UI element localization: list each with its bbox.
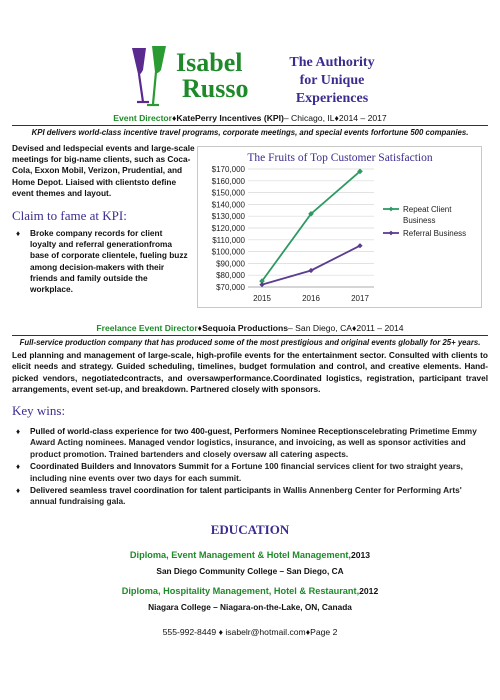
degree-year: 2013 (350, 550, 371, 560)
diamond-icon: ♦ (352, 323, 357, 333)
job-company: Sequoia Productions (202, 323, 289, 333)
legend-label: Referral Business (403, 229, 467, 238)
list-item (30, 426, 488, 460)
achievement-bullet: ♦ Broke company records for client loyalty and referral generationfroma base of corporate clientele, fueling buzz among decision-makers with their friends and family outside the workplace. (30, 228, 190, 295)
school: San Diego Community College – San Diego, CA (156, 566, 344, 576)
email-address: isabelr@hotmail.com (225, 627, 306, 637)
y-tick-label: $170,000 (211, 165, 245, 174)
key-wins-list (30, 426, 488, 509)
y-tick-label: $70,000 (216, 283, 245, 292)
job-description: Devised and ledspecial events and large-scale meetings for big-name clients, such as Coca-Cola, Exxon Mobil, Verizon, Prudential, and Home Depot. Liaised with clientsto define event themes and layout. (12, 143, 195, 198)
resume-header (128, 44, 428, 114)
y-tick-label: $110,000 (212, 235, 245, 245)
y-tick-label: $80,000 (216, 271, 245, 281)
school: Niagara College – Niagara-on-the-Lake, ON, Canada (148, 602, 352, 612)
job-role: Event Director (113, 113, 173, 123)
win-text: celebrating Primetime Emmy Award Acting nominees. Managed vendor logistics, insurance, and invoicing, as well as sponsor activities and product promotion. Trained bartenders and closely oversaw all catering aspects. (30, 426, 477, 459)
diamond-icon: ♦ (197, 323, 203, 333)
job-heading (0, 323, 500, 333)
job-heading (0, 113, 500, 123)
legend-label: Repeat Client (403, 205, 452, 214)
job-dates: 2011 – 2014 (356, 323, 404, 333)
y-tick-label: $130,000 (211, 212, 245, 222)
education-item (0, 545, 500, 576)
win-highlight: Pulled of world-class experience for two 400-guest, Performers Nominee Receptions (30, 426, 363, 436)
first-name: Isabel (176, 48, 243, 77)
job-role: Freelance Event Director (96, 323, 198, 333)
diamond-icon: ♦ (334, 113, 339, 123)
education-heading: EDUCATION (210, 522, 290, 537)
diamond-icon: ♦ (305, 627, 311, 637)
legend-marker (389, 207, 394, 212)
section-divider (12, 125, 488, 126)
satisfaction-chart (197, 146, 482, 308)
y-tick-label: $140,000 (211, 200, 245, 210)
y-tick-label: $90,000 (216, 259, 245, 269)
wine-glasses-logo (128, 44, 172, 114)
education-item (0, 581, 500, 612)
candidate-name (176, 50, 248, 102)
win-text: in Wallis Annenberg Center for Performing Arts' annual fundraising gala. (30, 485, 462, 507)
last-name: Russo (182, 74, 249, 103)
section-divider (12, 335, 488, 336)
x-axis-ticks (253, 294, 369, 303)
tagline-line: The Authority (289, 55, 375, 70)
job-company: KatePerry Incentives (KPI) (176, 113, 284, 123)
claim-heading: Claim to fame at KPI: (12, 208, 127, 223)
win-highlight: Coordinated Builders and Innovators Summit (30, 461, 209, 472)
x-tick-label: 2015 (253, 294, 271, 303)
y-tick-label: $120,000 (211, 224, 245, 233)
degree: Diploma, Event Management & Hotel Management, (129, 550, 351, 560)
line-chart (198, 147, 483, 309)
page-number: Page 2 (310, 627, 338, 637)
x-tick-label: 2016 (302, 294, 320, 303)
y-tick-label: $150,000 (211, 188, 245, 198)
list-item (30, 485, 488, 508)
y-tick-label: $160,000 (211, 176, 245, 186)
series-line (262, 171, 360, 281)
x-tick-label: 2017 (351, 294, 369, 303)
job-description: Led planning and management of large-scale, high-profile events for the entertainment sector. Consulted with clients to elicit needs and strategy. Guided scheduling, timelines, budget formulation and control, and creative elements. Hand-picked vendors, negotiatedcontracts, and oversawperformance.Coordinated logistics, registration, participant travel arrangements, event set-up, and breakdown. Partnered closely with sponsors. (12, 350, 488, 395)
contact-footer (0, 627, 500, 637)
win-highlight: Delivered seamless travel coordination for talent participants (30, 485, 272, 496)
chart-title: The Fruits of Top Customer Satisfaction (247, 152, 433, 164)
legend-marker (389, 231, 394, 236)
key-wins-heading: Key wins: (12, 403, 66, 418)
diamond-icon: ♦ (218, 627, 223, 637)
job-dates: 2014 – 2017 (338, 113, 387, 123)
chart-legend (383, 205, 466, 238)
tagline-line: Experiences (295, 91, 369, 106)
data-point (259, 282, 264, 287)
job-location: – Chicago, IL (283, 113, 335, 123)
degree-year: 2012 (359, 586, 379, 596)
job-location: – San Diego, CA (288, 323, 353, 333)
win-text: for a Fortune 100 financial services client for two straight years, including nine events over two days for each summit. (30, 461, 463, 483)
company-summary: Full-service production company that has produced some of the most prestigious and original events globally for 25+ years. (19, 338, 481, 347)
legend-label: Business (403, 216, 436, 225)
diamond-icon: ♦ (172, 113, 177, 123)
tagline (272, 54, 392, 108)
company-summary: KPI delivers world-class incentive travel programs, corporate meetings, and special events forfortune 500 companies. (31, 128, 469, 137)
phone-number: 555-992-8449 (162, 627, 217, 637)
y-axis-ticks (212, 165, 246, 292)
tagline-line: for Unique (299, 73, 365, 88)
list-item (30, 461, 488, 484)
degree: Diploma, Hospitality Management, Hotel & Restaurant, (121, 586, 360, 596)
y-tick-label: $100,000 (211, 247, 245, 257)
